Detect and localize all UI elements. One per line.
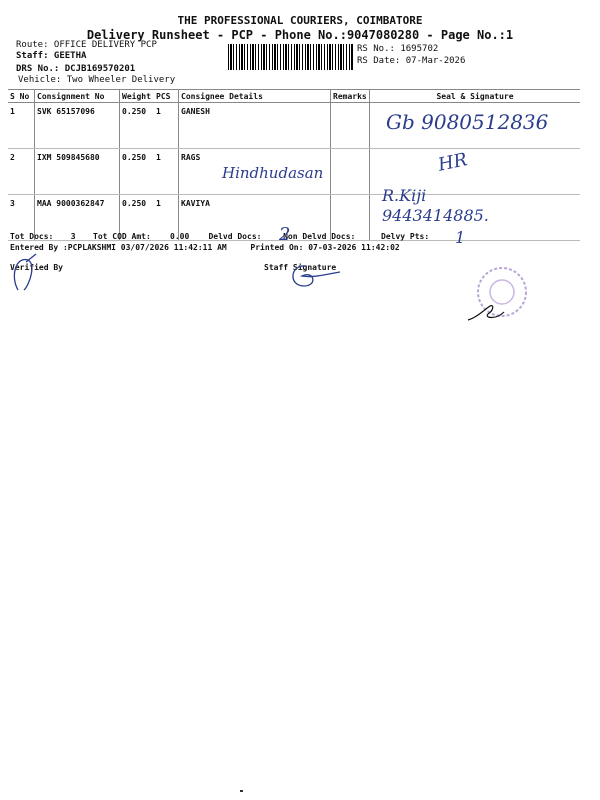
cell-sno: 1 xyxy=(8,103,35,149)
rs-number: RS No.: 1695702 xyxy=(357,44,439,54)
cell-remarks xyxy=(331,103,370,149)
cell-consignment: IXM 509845680 xyxy=(35,149,120,195)
handwritten-signature-row3: R.Kiji 9443414885. xyxy=(382,186,489,225)
drs-number: DRS No.: DCJB169570201 xyxy=(16,64,136,74)
handwritten-signature-row1: Gb 9080512836 xyxy=(386,110,549,134)
company-title: THE PROFESSIONAL COURIERS, COIMBATORE xyxy=(177,14,423,27)
cell-consignment: SVK 65157096 xyxy=(35,103,120,149)
table-header-row xyxy=(8,90,580,103)
cell-consignment: MAA 9000362847 xyxy=(35,195,120,241)
tot-cod-label: Tot COD Amt: xyxy=(93,232,151,241)
cell-consignee: GANESH xyxy=(179,103,331,149)
rs-date: RS Date: 07-Mar-2026 xyxy=(357,56,466,66)
handwritten-remark-row2: Hindhudasan xyxy=(222,164,324,182)
staff-label: Staff: GEETHA xyxy=(16,51,87,61)
col-header-pcs: PCS xyxy=(154,90,179,103)
vehicle-label: Vehicle: Two Wheeler Delivery xyxy=(18,75,176,85)
staff-signature-mark xyxy=(284,258,344,292)
col-header-consignee: Consignee Details xyxy=(179,90,331,103)
stray-mark xyxy=(240,790,243,792)
col-header-remarks: Remarks xyxy=(331,90,370,103)
tot-docs-value: 3 xyxy=(70,232,76,241)
col-header-signature: Seal & Signature xyxy=(370,90,581,103)
printed-on: Printed On: 07-03-2026 11:42:02 xyxy=(250,243,400,252)
tot-docs-label: Tot Docs: xyxy=(10,232,54,241)
cell-consignee: RAGS xyxy=(179,149,331,195)
verified-by-label: Verified By xyxy=(10,263,63,272)
cell-weight: 0.250 xyxy=(120,103,155,149)
col-header-weight: Weight xyxy=(120,90,155,103)
cell-sno: 2 xyxy=(8,149,35,195)
cell-pcs: 1 xyxy=(154,195,179,241)
route-label: Route: OFFICE DELIVERY PCP xyxy=(16,40,157,50)
barcode xyxy=(228,44,354,70)
cell-pcs: 1 xyxy=(154,103,179,149)
entered-by: Entered By :PCPLAKSHMI 03/07/2026 11:42:11 AM xyxy=(10,243,227,252)
col-header-sno: S No xyxy=(8,90,35,103)
totals-line xyxy=(10,232,429,241)
handwritten-delvd-count: 2 xyxy=(279,224,291,245)
cell-pcs: 1 xyxy=(154,149,179,195)
stamp-signature-mark xyxy=(466,302,508,324)
handwritten-signature-row2: HR xyxy=(436,149,470,176)
cell-sno: 3 xyxy=(8,195,35,241)
cell-remarks xyxy=(331,149,370,195)
entered-line xyxy=(10,243,400,252)
cell-weight: 0.250 xyxy=(120,195,155,241)
tot-cod-value: 0.00 xyxy=(170,232,190,241)
cell-consignee: KAVIYA xyxy=(179,195,331,241)
handwritten-delvy-pts: 1 xyxy=(455,228,466,247)
cell-weight: 0.250 xyxy=(120,149,155,195)
non-delvd-docs-label: Non Delvd Docs: xyxy=(283,232,356,241)
staff-signature-label: Staff Signature xyxy=(264,263,337,272)
delvy-pts-label: Delvy Pts: xyxy=(381,232,430,241)
col-header-consignment: Consignment No xyxy=(35,90,120,103)
delvd-docs-label: Delvd Docs: xyxy=(208,232,262,241)
verified-by-signature-mark xyxy=(6,250,56,294)
runsheet-subtitle: Delivery Runsheet - PCP - Phone No.:9047080280 - Page No.:1 xyxy=(86,28,514,42)
